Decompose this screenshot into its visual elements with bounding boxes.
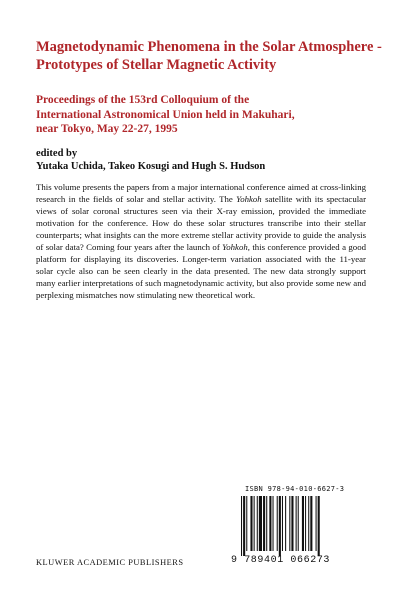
barcode-bar [266, 496, 267, 551]
barcode-bar [282, 496, 283, 551]
subtitle-line: International Astronomical Union held in Makuhari, [36, 108, 295, 121]
barcode-bar [296, 496, 297, 551]
barcode-bar [291, 496, 293, 551]
editors-block [36, 147, 376, 173]
barcode-bar [254, 496, 255, 551]
subtitle-line: near Tokyo, May 22-27, 1995 [36, 123, 178, 135]
isbn-label: ISBN 978-94-010-6627-3 [245, 485, 345, 493]
barcode-bar [259, 496, 262, 551]
barcode-bar [316, 496, 317, 551]
publisher-name: KLUWER ACADEMIC PUBLISHERS [36, 558, 184, 567]
abstract-paragraph [36, 181, 366, 301]
subtitle-line: Proceedings of the 153rd Colloquium of the [36, 94, 250, 106]
barcode-bar [263, 496, 265, 551]
proceedings-subtitle [36, 93, 376, 137]
barcode-bar [318, 496, 320, 556]
barcode-bar [241, 496, 242, 556]
barcode-block [231, 485, 367, 575]
barcode-bar [310, 496, 312, 551]
barcode-bar [308, 496, 309, 551]
abstract-text: , this conference provided a good platform for displaying its discoveries. Longer-term variation associated with the 11-year solar cycle also can be seen clearly in the data presented. The new data strongly support many earlier interpretations of such magnetodynamic activity, but also provide some new and perplexing mismatches now stimulating new theoretical work. [36, 242, 366, 300]
barcode-bar [257, 496, 258, 551]
barcode-bar [289, 496, 290, 551]
book-title-line: Magnetodynamic Phenomena in the Solar Atmosphere - [36, 39, 382, 55]
abstract-text: This volume presents the papers from a major international conference aimed at cross-linking research in the fields of solar and stellar activity. The [36, 182, 366, 204]
barcode-bar [273, 496, 274, 551]
barcode-bar [277, 496, 278, 551]
abstract-text: satellite with its spectacular views of solar coronal structures seen via their X-ray emission, provided the immediate motivation for the conference. How do these solar structures transcribe into their stellar counterparts; what insights can the more extreme stellar activity provide to guide the analysis of solar data? Coming four years after the launch of [36, 194, 367, 252]
barcode-bar [269, 496, 271, 551]
barcode-bar [243, 496, 245, 556]
barcode-bar [305, 496, 306, 551]
abstract-italic-yohkoh: Yohkoh [222, 242, 248, 252]
barcode-number: 9 789401 066273 [231, 555, 331, 566]
barcode-bar [250, 496, 252, 551]
book-title-line: Prototypes of Stellar Magnetic Activity [36, 57, 277, 73]
barcode-image [241, 496, 359, 556]
book-title [36, 38, 386, 74]
barcode-bar [285, 496, 286, 551]
barcode-bar [302, 496, 304, 551]
abstract-italic-yohkoh: Yohkoh [236, 194, 262, 204]
barcode-bar [298, 496, 299, 551]
edited-by-label: edited by [36, 148, 78, 159]
barcode-bar [279, 496, 281, 556]
barcode-bar [246, 496, 247, 551]
editor-names: Yutaka Uchida, Takeo Kosugi and Hugh S. Hudson [36, 161, 266, 172]
